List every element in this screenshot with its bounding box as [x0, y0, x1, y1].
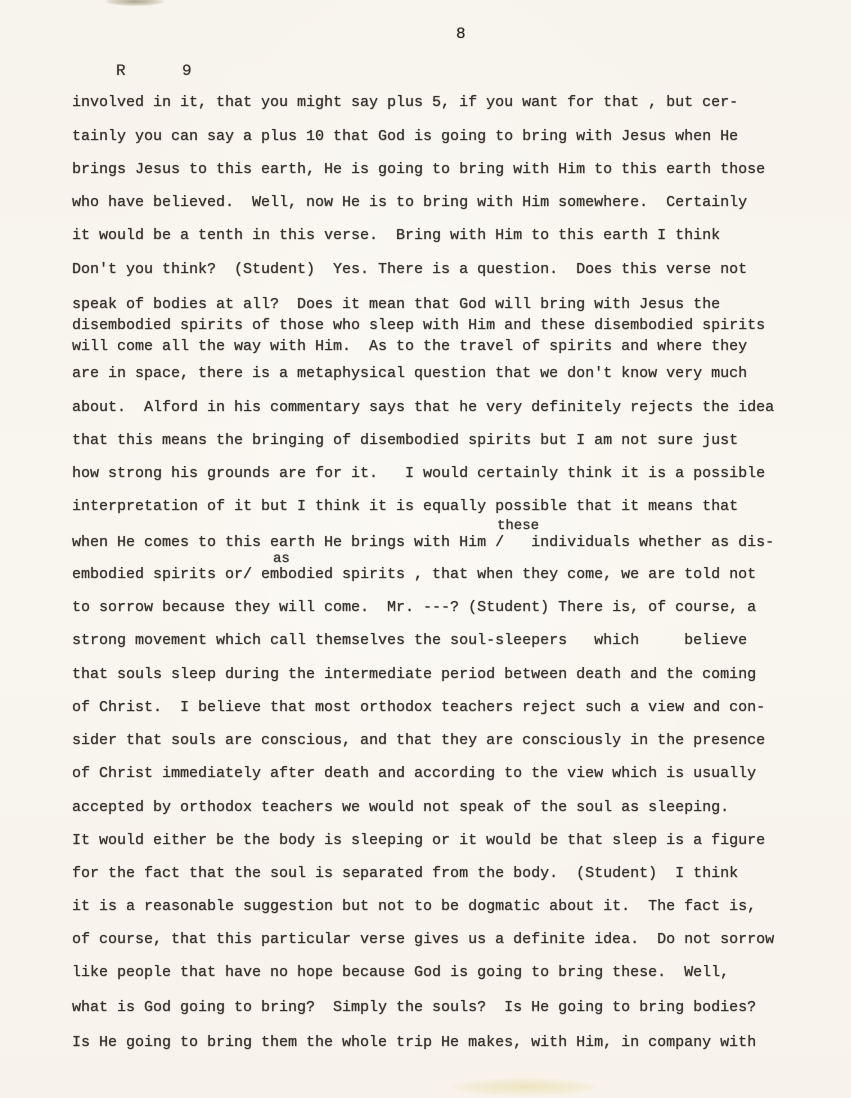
text-line: disembodied spirits of those who sleep with Him and these disembodied spirits — [72, 317, 766, 334]
text-line: brings Jesus to this earth, He is going to bring with Him to this earth those — [72, 161, 766, 178]
text-line: about. Alford in his commentary says that he very definitely rejects the idea — [72, 399, 775, 416]
text-line: of Christ. I believe that most orthodox teachers reject such a view and con- — [72, 699, 766, 716]
text-line: of Christ immediately after death and according to the view which is usually — [72, 765, 757, 782]
text-line: accepted by orthodox teachers we would not speak of the soul as sleeping. — [72, 799, 730, 816]
text-line: it would be a tenth in this verse. Bring with Him to this earth I think — [72, 227, 721, 244]
text-line: speak of bodies at all? Does it mean that God will bring with Jesus the — [72, 296, 721, 313]
header-number-mark: 9 — [182, 62, 192, 80]
interlinear-insertion: these — [497, 518, 540, 534]
text-line: sider that souls are conscious, and that they are consciously in the presence — [72, 732, 766, 749]
text-line: it is a reasonable suggestion but not to be dogmatic about it. The fact is, — [72, 898, 757, 915]
text-line: that this means the bringing of disembodied spirits but I am not sure just — [72, 432, 739, 449]
text-line: how strong his grounds are for it. I would certainly think it is a possible — [72, 465, 766, 482]
bottom-paper-stain — [452, 1078, 597, 1096]
header-letter-mark: R — [116, 62, 126, 80]
text-line: Don't you think? (Student) Yes. There is a question. Does this verse not — [72, 261, 748, 278]
text-line: when He comes to this earth He brings with Him / individuals whether as dis- — [72, 534, 775, 551]
text-line: like people that have no hope because God is going to bring these. Well, — [72, 964, 730, 981]
text-line: interpretation of it but I think it is equally possible that it means that — [72, 498, 739, 515]
text-line: involved in it, that you might say plus 5, if you want for that , but cer- — [72, 94, 739, 111]
page-number: 8 — [456, 25, 466, 43]
text-line: tainly you can say a plus 10 that God is going to bring with Jesus when He — [72, 128, 739, 145]
text-line: that souls sleep during the intermediate period between death and the coming — [72, 666, 757, 683]
text-line: to sorrow because they will come. Mr. ---? (Student) There is, of course, a — [72, 599, 757, 616]
text-line: will come all the way with Him. As to the travel of spirits and where they — [72, 338, 748, 355]
text-line: for the fact that the soul is separated from the body. (Student) I think — [72, 865, 739, 882]
text-line: It would either be the body is sleeping or it would be that sleep is a figure — [72, 832, 766, 849]
interlinear-insertion: as — [273, 551, 290, 567]
text-line: Is He going to bring them the whole trip He makes, with Him, in company with — [72, 1034, 757, 1051]
text-line: what is God going to bring? Simply the souls? Is He going to bring bodies? — [72, 999, 757, 1016]
text-line: are in space, there is a metaphysical question that we don't know very much — [72, 365, 748, 382]
top-edge-smudge — [106, 0, 164, 6]
text-line: embodied spirits or/ embodied spirits , that when they come, we are told not — [72, 566, 757, 583]
text-line: of course, that this particular verse gives us a definite idea. Do not sorrow — [72, 931, 775, 948]
text-line: strong movement which call themselves the soul-sleepers which believe — [72, 632, 748, 649]
text-line: who have believed. Well, now He is to bring with Him somewhere. Certainly — [72, 194, 748, 211]
